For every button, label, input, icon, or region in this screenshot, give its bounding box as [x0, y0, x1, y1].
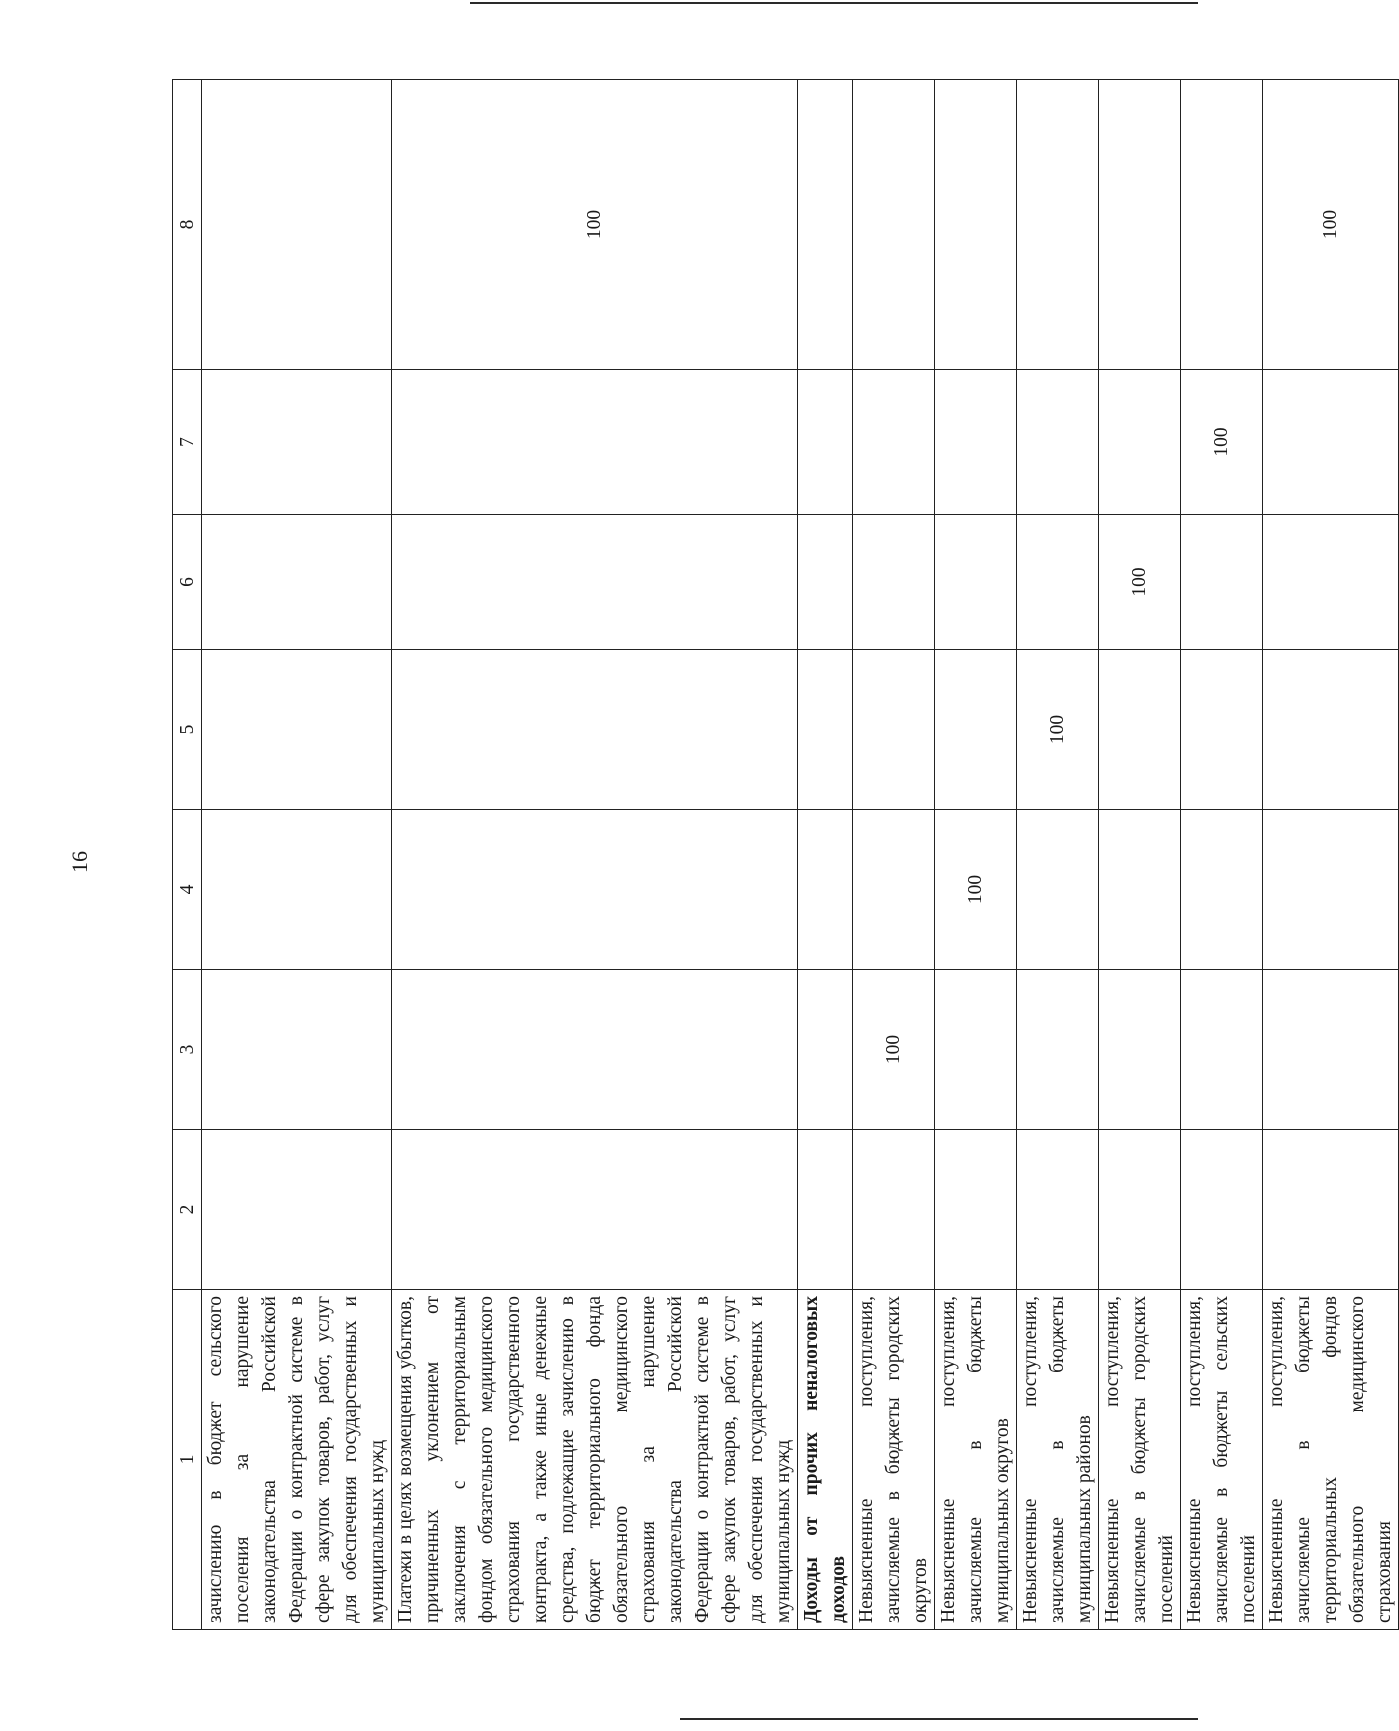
- value-cell: [853, 515, 935, 650]
- value-cell: [392, 515, 798, 650]
- value-cell: [392, 970, 798, 1130]
- value-cell: [1181, 80, 1263, 370]
- value-cell: 100: [392, 80, 798, 370]
- value-cell: [1263, 515, 1399, 650]
- value-cell: [853, 810, 935, 970]
- header-cell: 4: [173, 810, 202, 970]
- value-cell: [1181, 515, 1263, 650]
- header-cell: 5: [173, 650, 202, 810]
- value-cell: [1263, 970, 1399, 1130]
- value-cell: [798, 515, 853, 650]
- header-cell: 2: [173, 1130, 202, 1290]
- value-cell: [1181, 650, 1263, 810]
- table-row: [1263, 80, 1399, 1630]
- value-cell: [1263, 650, 1399, 810]
- header-cell: 6: [173, 515, 202, 650]
- value-cell: [1181, 1130, 1263, 1290]
- value-cell: [1017, 970, 1099, 1130]
- value-cell: [1263, 1130, 1399, 1290]
- value-cell: [392, 1130, 798, 1290]
- value-cell: 100: [1017, 650, 1099, 810]
- value-cell: [1017, 80, 1099, 370]
- row-description: Платежи в целях возмещения убытков, причиненных уклонением от заключения с территориальным фондом обязательного медицинского страхования государственного контракта, а также иные денежные средства, подлежащие зачислению в бюджет территориального фонда обязательного медицинского страхования за нарушение законодательства Российской Федерации о контрактной системе в сфере закупок товаров, работ, услуг для обеспечения государственных и муниципальных нужд: [392, 1290, 798, 1630]
- value-cell: [1017, 370, 1099, 515]
- rotated-table-container: [172, 80, 1395, 1630]
- value-cell: [798, 80, 853, 370]
- value-cell: [392, 650, 798, 810]
- row-description: Невыясненные поступления, зачисляемые в бюджеты городских округов: [853, 1290, 935, 1630]
- row-description: Невыясненные поступления, зачисляемые в бюджеты территориальных фондов обязательного медицинского страхования: [1263, 1290, 1399, 1630]
- value-cell: [935, 515, 1017, 650]
- scan-edge-line-bottom: [680, 1718, 1198, 1720]
- value-cell: [202, 1130, 392, 1290]
- value-cell: 100: [1263, 80, 1399, 370]
- value-cell: [392, 810, 798, 970]
- value-cell: [935, 970, 1017, 1130]
- row-description: Невыясненные поступления, зачисляемые в бюджеты муниципальных районов: [1017, 1290, 1099, 1630]
- value-cell: [935, 80, 1017, 370]
- value-cell: [798, 650, 853, 810]
- value-cell: [202, 370, 392, 515]
- value-cell: [202, 515, 392, 650]
- row-description: Невыясненные поступления, зачисляемые в бюджеты сельских поселений: [1181, 1290, 1263, 1630]
- header-cell: 1: [173, 1290, 202, 1630]
- value-cell: [202, 80, 392, 370]
- row-description: зачислению в бюджет сельского поселения за нарушение законодательства Российской Федерации о контрактной системе в сфере закупок товаров, работ, услуг для обеспечения государственных и муниципальных нужд: [202, 1290, 392, 1630]
- value-cell: [798, 810, 853, 970]
- value-cell: [1099, 650, 1181, 810]
- page-number: 16: [67, 851, 92, 873]
- value-cell: [935, 650, 1017, 810]
- value-cell: [853, 650, 935, 810]
- revenue-distribution-table: [172, 79, 1399, 1630]
- value-cell: [1181, 810, 1263, 970]
- scan-edge-line-top: [470, 2, 1198, 4]
- table-row: [798, 80, 853, 1630]
- value-cell: [798, 970, 853, 1130]
- table-row: [1017, 80, 1099, 1630]
- row-description: Невыясненные поступления, зачисляемые в бюджеты городских поселений: [1099, 1290, 1181, 1630]
- value-cell: 100: [853, 970, 935, 1130]
- value-cell: [1099, 970, 1181, 1130]
- table-row: [853, 80, 935, 1630]
- value-cell: [1017, 810, 1099, 970]
- value-cell: [392, 370, 798, 515]
- value-cell: [202, 650, 392, 810]
- value-cell: [202, 810, 392, 970]
- value-cell: [1017, 515, 1099, 650]
- value-cell: [935, 1130, 1017, 1290]
- header-cell: 7: [173, 370, 202, 515]
- value-cell: [1263, 370, 1399, 515]
- value-cell: [1263, 810, 1399, 970]
- value-cell: [1017, 1130, 1099, 1290]
- row-description: Невыясненные поступления, зачисляемые в бюджеты муниципальных округов: [935, 1290, 1017, 1630]
- value-cell: [1099, 1130, 1181, 1290]
- table-row: [1099, 80, 1181, 1630]
- table-row: [1181, 80, 1263, 1630]
- header-cell: 3: [173, 970, 202, 1130]
- table-row: [935, 80, 1017, 1630]
- value-cell: [1099, 370, 1181, 515]
- table-row: [392, 80, 798, 1630]
- value-cell: [853, 370, 935, 515]
- table-row: [202, 80, 392, 1630]
- table-header-row: [173, 80, 202, 1630]
- value-cell: 100: [935, 810, 1017, 970]
- value-cell: [202, 970, 392, 1130]
- row-description: Доходы от прочих неналоговых доходов: [798, 1290, 853, 1630]
- value-cell: [1099, 810, 1181, 970]
- value-cell: [1099, 80, 1181, 370]
- value-cell: [853, 80, 935, 370]
- value-cell: 100: [1181, 370, 1263, 515]
- value-cell: [1181, 970, 1263, 1130]
- value-cell: 100: [1099, 515, 1181, 650]
- value-cell: [935, 370, 1017, 515]
- value-cell: [853, 1130, 935, 1290]
- value-cell: [798, 370, 853, 515]
- header-cell: 8: [173, 80, 202, 370]
- value-cell: [798, 1130, 853, 1290]
